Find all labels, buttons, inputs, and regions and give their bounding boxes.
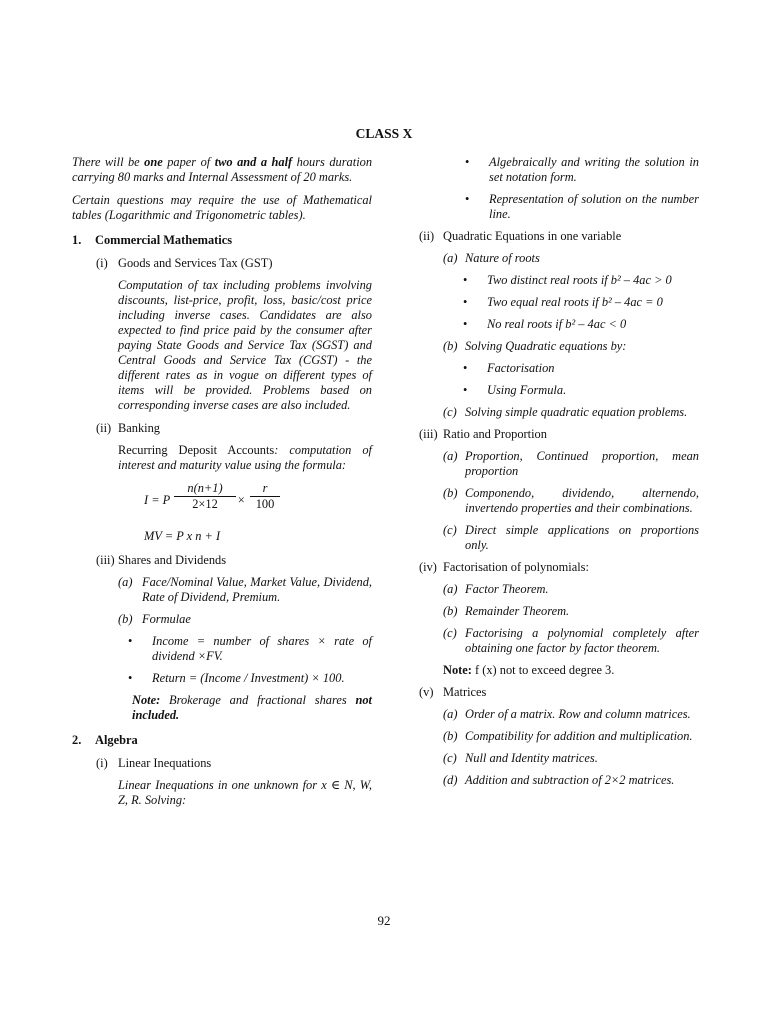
- ratio-item-b: (b) Componendo, dividendo, alternendo, invertendo properties and their combinations.: [443, 486, 699, 515]
- page-number: 92: [377, 913, 391, 928]
- page-title: CLASS X: [355, 126, 413, 141]
- factorisation-note: Note: f (x) not to exceed degree 3.: [443, 663, 615, 677]
- gst-description: Computation of tax including problems involving discounts, list-price, profit, loss, basic/cost price including inverse cases. Candidates are also expected to find price paid by the consumer after paying State Goods and Service Tax (SGST) and Central Goods and Service Tax (CGST) - the different rates as in vogue on different types of items will be provided. Problems based on corresponding inverse cases are also included.: [118, 278, 372, 412]
- quadratic-item-b: (b) Solving Quadratic equations by:: [443, 339, 627, 353]
- quadratic-item-c: (c) Solving simple quadratic equation problems.: [443, 405, 688, 419]
- roots-bullet-none: • No real roots if b² – 4ac < 0: [463, 317, 627, 331]
- matrices-item-b: (b) Compatibility for addition and multiplication.: [443, 729, 693, 743]
- quadratic-item-a: (a) Nature of roots: [443, 251, 540, 265]
- right-column: [419, 155, 699, 795]
- roots-bullet-distinct: • Two distinct real roots if b² – 4ac > 0: [463, 273, 672, 287]
- matrices-item-d: (d) Addition and subtraction of 2×2 matrices.: [443, 773, 675, 787]
- subsection-banking: (ii) Banking: [96, 421, 160, 435]
- maturity-value-formula: MV = P x n + I: [144, 529, 221, 543]
- subsection-gst: (i) Goods and Services Tax (GST): [96, 256, 273, 270]
- banking-description: Recurring Deposit Accounts: computation of interest and maturity value using the formula:: [118, 443, 372, 472]
- formula-bullet-income: • Income = number of shares × rate of dividend ×FV.: [128, 634, 372, 663]
- ratio-item-c: (c) Direct simple applications on proportions only.: [443, 523, 699, 552]
- factorisation-item-c: (c) Factorising a polynomial completely after obtaining one factor by factor theorem.: [443, 626, 699, 655]
- subsection-shares-dividends: (iii) Shares and Dividends: [96, 553, 227, 567]
- section-heading-commercial-mathematics: 1. Commercial Mathematics: [72, 233, 233, 247]
- subsection-ratio-proportion: (iii) Ratio and Proportion: [419, 427, 547, 441]
- subsection-linear-inequations: (i) Linear Inequations: [96, 756, 212, 770]
- solving-bullet-factorisation: • Factorisation: [463, 361, 555, 375]
- ratio-item-a: (a) Proportion, Continued proportion, mean proportion: [443, 449, 699, 478]
- subsection-factorisation: (iv) Factorisation of polynomials:: [419, 560, 589, 574]
- shares-item-b: (b) Formulae: [118, 612, 191, 626]
- section-heading-algebra: 2. Algebra: [72, 733, 138, 747]
- subsection-quadratic-equations: (ii) Quadratic Equations in one variable: [419, 229, 622, 243]
- intro-paragraph-2: Certain questions may require the use of Mathematical tables (Logarithmic and Trigonometric tables).: [72, 193, 372, 222]
- left-column: [72, 155, 372, 816]
- matrices-item-c: (c) Null and Identity matrices.: [443, 751, 598, 765]
- shares-note: Note: Brokerage and fractional shares not included.: [132, 693, 372, 722]
- matrices-item-a: (a) Order of a matrix. Row and column matrices.: [443, 707, 691, 721]
- shares-item-a: (a) Face/Nominal Value, Market Value, Dividend, Rate of Dividend, Premium.: [118, 575, 372, 604]
- subsection-matrices: (v) Matrices: [419, 685, 487, 699]
- interest-formula: I = P n(n+1) 2×12 × r 100: [144, 481, 372, 523]
- factorisation-item-b: (b) Remainder Theorem.: [443, 604, 570, 618]
- roots-bullet-equal: • Two equal real roots if b² – 4ac = 0: [463, 295, 663, 309]
- solving-bullet-formula: • Using Formula.: [463, 383, 567, 397]
- inequation-bullet-algebraic: • Algebraically and writing the solution in set notation form.: [465, 155, 699, 184]
- intro-paragraph-1: There will be one paper of two and a half hours duration carrying 80 marks and Internal Assessment of 20 marks.: [72, 155, 373, 184]
- factorisation-item-a: (a) Factor Theorem.: [443, 582, 549, 596]
- linear-inequations-description: Linear Inequations in one unknown for x ∈ N, W, Z, R. Solving:: [118, 778, 372, 807]
- formula-bullet-return: • Return = (Income / Investment) × 100.: [128, 671, 345, 685]
- inequation-bullet-number-line: • Representation of solution on the number line.: [465, 192, 699, 221]
